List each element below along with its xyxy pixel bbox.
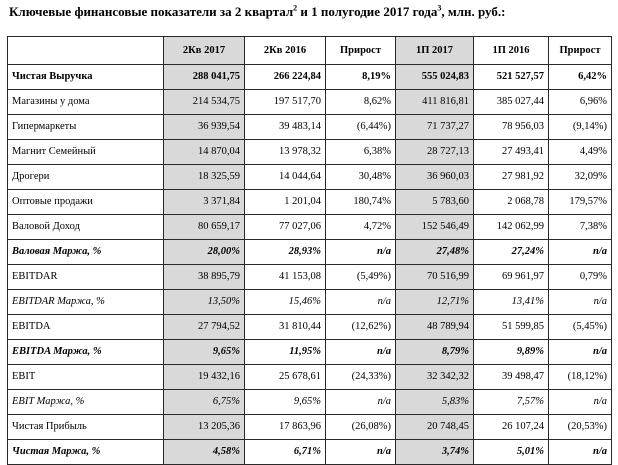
column-header: Прирост	[549, 37, 612, 65]
row-label: Оптовые продажи	[8, 190, 164, 215]
table-cell: 25 678,61	[245, 365, 326, 390]
table-cell: 142 062,99	[474, 215, 549, 240]
table-cell: 13,41%	[474, 290, 549, 315]
table-cell: 4,58%	[164, 440, 245, 465]
table-cell: 31 810,44	[245, 315, 326, 340]
table-cell: 5,01%	[474, 440, 549, 465]
table-row	[8, 240, 612, 265]
table-cell: 14 870,04	[164, 140, 245, 165]
table-cell: 197 517,70	[245, 90, 326, 115]
table-body	[8, 65, 612, 465]
row-label: EBITDA Маржа, %	[8, 340, 164, 365]
table-cell: 6,38%	[326, 140, 396, 165]
table-cell: (9,14%)	[549, 115, 612, 140]
table-cell: 266 224,84	[245, 65, 326, 90]
column-header: 2Кв 2016	[245, 37, 326, 65]
table-cell: 7,38%	[549, 215, 612, 240]
table-cell: 9,65%	[164, 340, 245, 365]
table-row	[8, 315, 612, 340]
financial-table	[7, 36, 612, 465]
table-cell: 179,57%	[549, 190, 612, 215]
table-cell: 11,95%	[245, 340, 326, 365]
table-cell: 9,65%	[245, 390, 326, 415]
title-text: и 1 полугодие 2017 года	[297, 4, 438, 19]
table-cell: 36 939,54	[164, 115, 245, 140]
table-cell: n/a	[326, 440, 396, 465]
table-cell: 8,62%	[326, 90, 396, 115]
row-label: EBIT	[8, 365, 164, 390]
table-cell: n/a	[326, 340, 396, 365]
table-cell: 80 659,17	[164, 215, 245, 240]
table-row	[8, 90, 612, 115]
table-cell: 36 960,03	[396, 165, 474, 190]
table-cell: (5,45%)	[549, 315, 612, 340]
row-label: EBITDAR	[8, 265, 164, 290]
row-label: Чистая Прибыль	[8, 415, 164, 440]
table-cell: 14 044,64	[245, 165, 326, 190]
table-row	[8, 215, 612, 240]
table-row	[8, 290, 612, 315]
table-cell: 385 027,44	[474, 90, 549, 115]
table-cell: 13 205,36	[164, 415, 245, 440]
footnote-marker: 2	[293, 3, 298, 13]
table-cell: 27,24%	[474, 240, 549, 265]
table-cell: (5,49%)	[326, 265, 396, 290]
table-cell: 13 978,32	[245, 140, 326, 165]
table-row	[8, 140, 612, 165]
row-label: EBITDA	[8, 315, 164, 340]
table-row	[8, 415, 612, 440]
table-cell: 28,00%	[164, 240, 245, 265]
table-cell: n/a	[549, 440, 612, 465]
table-row	[8, 65, 612, 90]
table-cell: 41 153,08	[245, 265, 326, 290]
row-label: EBITDAR Маржа, %	[8, 290, 164, 315]
table-cell: n/a	[549, 240, 612, 265]
row-label: Дрогери	[8, 165, 164, 190]
table-cell: 4,72%	[326, 215, 396, 240]
page-title	[9, 4, 505, 20]
table-row	[8, 165, 612, 190]
table-cell: 1 201,04	[245, 190, 326, 215]
table-cell: (20,53%)	[549, 415, 612, 440]
row-label: Магнит Семейный	[8, 140, 164, 165]
table-cell: 70 516,99	[396, 265, 474, 290]
table-cell: (24,33%)	[326, 365, 396, 390]
table-cell: n/a	[326, 390, 396, 415]
table-cell: 3 371,84	[164, 190, 245, 215]
table-cell: 32 342,32	[396, 365, 474, 390]
table-cell: 17 863,96	[245, 415, 326, 440]
table-cell: 2 068,78	[474, 190, 549, 215]
table-cell: 27 493,41	[474, 140, 549, 165]
table-cell: 39 483,14	[245, 115, 326, 140]
table-cell: 15,46%	[245, 290, 326, 315]
table-cell: 19 432,16	[164, 365, 245, 390]
table-cell: 180,74%	[326, 190, 396, 215]
table-cell: 26 107,24	[474, 415, 549, 440]
table-cell: 20 748,45	[396, 415, 474, 440]
table-cell: 8,19%	[326, 65, 396, 90]
table-cell: 30,48%	[326, 165, 396, 190]
table-cell: 27,48%	[396, 240, 474, 265]
table-cell: 6,71%	[245, 440, 326, 465]
table-cell: 77 027,06	[245, 215, 326, 240]
table-cell: 27 981,92	[474, 165, 549, 190]
table-cell: 39 498,47	[474, 365, 549, 390]
table-cell: 51 599,85	[474, 315, 549, 340]
table-cell: 27 794,52	[164, 315, 245, 340]
table-row	[8, 340, 612, 365]
column-header	[8, 37, 164, 65]
row-label: Валовая Маржа, %	[8, 240, 164, 265]
table-cell: 411 816,81	[396, 90, 474, 115]
row-label: Валовой Доход	[8, 215, 164, 240]
title-text: Ключевые финансовые показатели за 2 квартал	[9, 4, 294, 19]
table-cell: 28 727,13	[396, 140, 474, 165]
column-header: Прирост	[326, 37, 396, 65]
table-row	[8, 440, 612, 465]
table-row	[8, 365, 612, 390]
table-cell: n/a	[549, 340, 612, 365]
table-cell: n/a	[326, 290, 396, 315]
title-text: , млн. руб.:	[441, 4, 506, 19]
table-cell: 521 527,57	[474, 65, 549, 90]
table-cell: 6,42%	[549, 65, 612, 90]
table-cell: 288 041,75	[164, 65, 245, 90]
table-cell: 152 546,49	[396, 215, 474, 240]
table-cell: 69 961,97	[474, 265, 549, 290]
table-cell: 3,74%	[396, 440, 474, 465]
table-cell: (12,62%)	[326, 315, 396, 340]
table-cell: 5 783,60	[396, 190, 474, 215]
table-cell: 32,09%	[549, 165, 612, 190]
table-cell: (26,08%)	[326, 415, 396, 440]
footnote-marker: 3	[437, 3, 442, 13]
table-cell: 78 956,03	[474, 115, 549, 140]
column-header: 1П 2016	[474, 37, 549, 65]
row-label: Гипермаркеты	[8, 115, 164, 140]
table-row	[8, 390, 612, 415]
table-cell: 5,83%	[396, 390, 474, 415]
table-cell: 38 895,79	[164, 265, 245, 290]
table-cell: 7,57%	[474, 390, 549, 415]
table-cell: 0,79%	[549, 265, 612, 290]
table-header-row	[8, 37, 612, 65]
row-label: Чистая Маржа, %	[8, 440, 164, 465]
table-row	[8, 115, 612, 140]
table-row	[8, 265, 612, 290]
table-cell: (6,44%)	[326, 115, 396, 140]
table-cell: 12,71%	[396, 290, 474, 315]
table-row	[8, 190, 612, 215]
table-cell: (18,12%)	[549, 365, 612, 390]
table-cell: 6,96%	[549, 90, 612, 115]
table-cell: n/a	[549, 290, 612, 315]
table-cell: 48 789,94	[396, 315, 474, 340]
row-label: Магазины у дома	[8, 90, 164, 115]
row-label: EBIT Маржа, %	[8, 390, 164, 415]
table-cell: 9,89%	[474, 340, 549, 365]
table-cell: n/a	[549, 390, 612, 415]
table-cell: 13,50%	[164, 290, 245, 315]
table-cell: 214 534,75	[164, 90, 245, 115]
table-cell: 4,49%	[549, 140, 612, 165]
table-cell: 555 024,83	[396, 65, 474, 90]
column-header: 2Кв 2017	[164, 37, 245, 65]
table-cell: 28,93%	[245, 240, 326, 265]
table-cell: 71 737,27	[396, 115, 474, 140]
table-cell: 8,79%	[396, 340, 474, 365]
table-cell: 18 325,59	[164, 165, 245, 190]
row-label: Чистая Выручка	[8, 65, 164, 90]
table-cell: 6,75%	[164, 390, 245, 415]
column-header: 1П 2017	[396, 37, 474, 65]
table-cell: n/a	[326, 240, 396, 265]
